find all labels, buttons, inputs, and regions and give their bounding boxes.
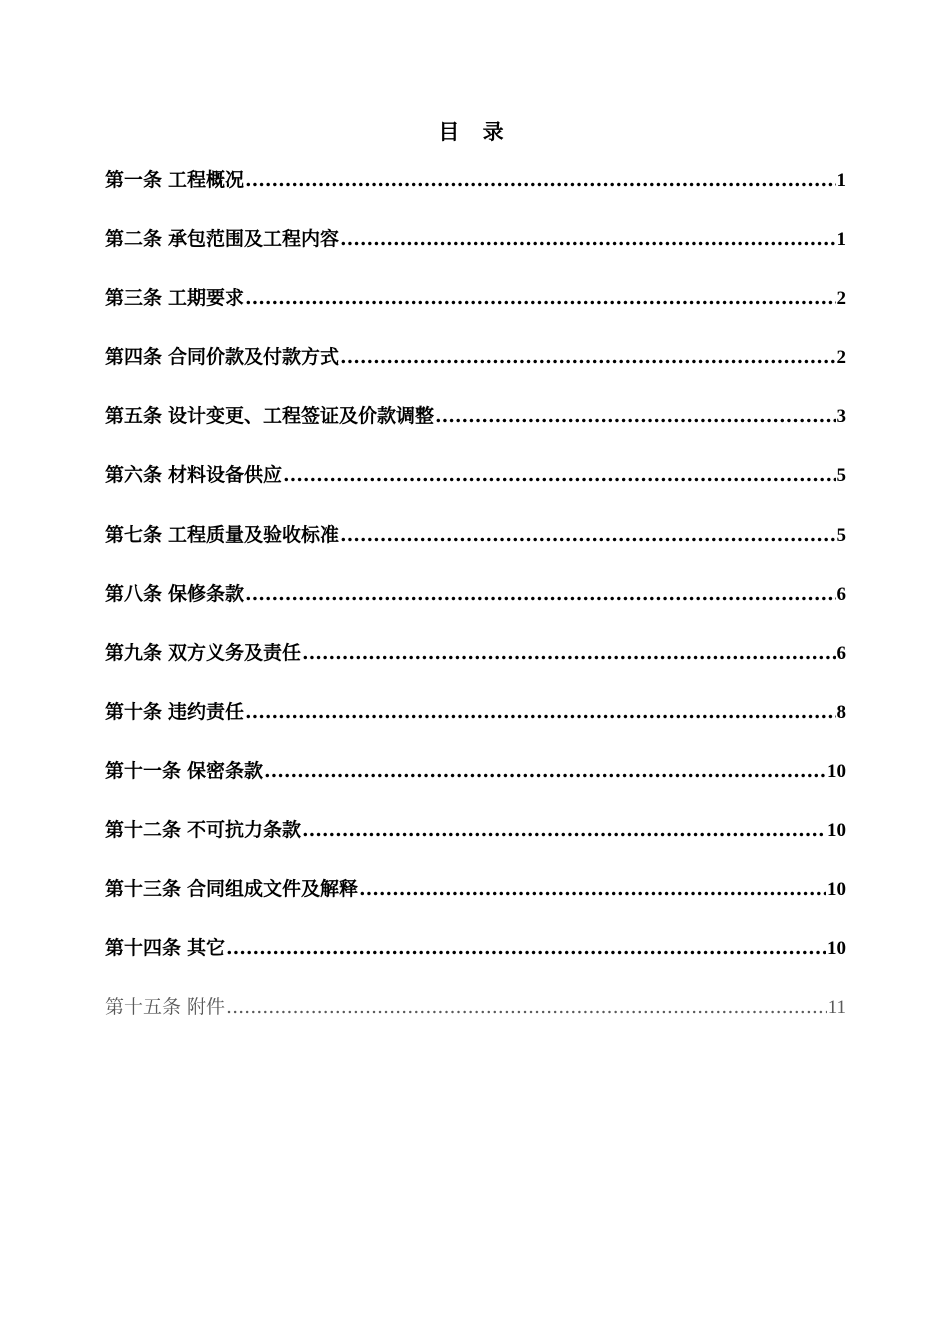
toc-entry-title: 保修条款 <box>168 582 245 605</box>
toc-entry-title: 工程质量及验收标准 <box>168 523 340 546</box>
toc-entry[interactable] <box>105 815 846 874</box>
toc-entry-page: 5 <box>836 524 846 546</box>
toc-entry-title: 双方义务及责任 <box>168 641 302 664</box>
toc-entry-title: 保密条款 <box>187 759 264 782</box>
toc-entry[interactable] <box>105 460 846 519</box>
toc-leader <box>245 283 835 313</box>
toc-leader <box>245 697 835 727</box>
toc-entry-article: 第五条 <box>105 405 163 428</box>
toc-entry-article: 第九条 <box>105 641 163 664</box>
toc-entry[interactable] <box>105 224 846 283</box>
toc-entry-page: 11 <box>827 997 846 1019</box>
toc-leader <box>245 165 835 195</box>
toc-leader <box>435 401 835 431</box>
toc-entry-article: 第四条 <box>105 346 163 369</box>
toc-leader <box>283 460 835 490</box>
toc-entry[interactable] <box>105 933 846 992</box>
toc-entry-title: 承包范围及工程内容 <box>168 228 340 251</box>
toc-title: 目 录 <box>438 119 512 144</box>
toc-leader <box>245 579 835 609</box>
toc-leader <box>264 756 826 786</box>
toc-entry[interactable] <box>105 520 846 579</box>
toc-entry-title: 合同组成文件及解释 <box>187 878 359 901</box>
toc-entry-page: 2 <box>836 347 846 369</box>
toc-entry-page: 10 <box>827 879 846 901</box>
toc-entry-article: 第八条 <box>105 582 163 605</box>
toc-entry-page: 2 <box>836 288 846 310</box>
toc-entry[interactable] <box>105 401 846 460</box>
toc-entry[interactable] <box>105 342 846 401</box>
toc-entry[interactable] <box>105 579 846 638</box>
toc-entry-page: 10 <box>827 760 846 782</box>
toc-entry-page: 10 <box>827 820 846 842</box>
toc-entry-title: 不可抗力条款 <box>187 819 302 842</box>
toc-entry-page: 10 <box>827 938 846 960</box>
toc-entry-title: 附件 <box>187 996 226 1019</box>
toc-leader <box>340 520 835 550</box>
toc-leader <box>226 992 827 1022</box>
toc-entry-page: 6 <box>836 642 846 664</box>
toc-entry[interactable] <box>105 874 846 933</box>
toc-entry-page: 1 <box>836 170 846 191</box>
toc-entry-title: 其它 <box>187 937 226 960</box>
toc-entry-page: 6 <box>836 583 846 605</box>
toc-entry-article: 第七条 <box>105 523 163 546</box>
toc-entry-page: 3 <box>836 406 846 428</box>
toc-leader <box>226 933 826 963</box>
toc-entry-title: 材料设备供应 <box>168 464 283 487</box>
toc-entry[interactable] <box>105 638 846 697</box>
toc-entry-title: 合同价款及付款方式 <box>168 346 340 369</box>
toc-entry[interactable] <box>105 283 846 342</box>
toc-entry-article: 第六条 <box>105 464 163 487</box>
toc-entry-article: 第三条 <box>105 287 163 310</box>
toc-entry-article: 第十四条 <box>105 937 182 960</box>
toc-entry-article: 第十一条 <box>105 759 182 782</box>
toc-leader <box>359 874 826 904</box>
toc-entry-article: 第十条 <box>105 700 163 723</box>
toc-entry-page: 8 <box>836 701 846 723</box>
toc-entry[interactable] <box>105 165 846 224</box>
toc-leader <box>302 638 835 668</box>
toc-entry[interactable] <box>105 756 846 815</box>
toc-leader <box>340 342 835 372</box>
toc-entry[interactable] <box>105 697 846 756</box>
toc-entry-article: 第十五条 <box>105 996 182 1019</box>
toc-entry-title: 违约责任 <box>168 700 245 723</box>
toc-entry-title: 工期要求 <box>168 287 245 310</box>
toc-entry-article: 第二条 <box>105 228 163 251</box>
toc-entry-article: 第十三条 <box>105 878 182 901</box>
toc-entry-title: 设计变更、工程签证及价款调整 <box>168 405 435 428</box>
toc-entry[interactable] <box>105 992 846 1051</box>
table-of-contents <box>105 165 846 1051</box>
toc-entry-page: 5 <box>836 465 846 487</box>
toc-entry-page: 1 <box>836 229 846 251</box>
toc-leader <box>302 815 826 845</box>
toc-entry-article: 第一条 <box>105 169 163 191</box>
toc-entry-title: 工程概况 <box>168 169 245 191</box>
toc-entry-article: 第十二条 <box>105 819 182 842</box>
toc-leader <box>340 224 835 254</box>
